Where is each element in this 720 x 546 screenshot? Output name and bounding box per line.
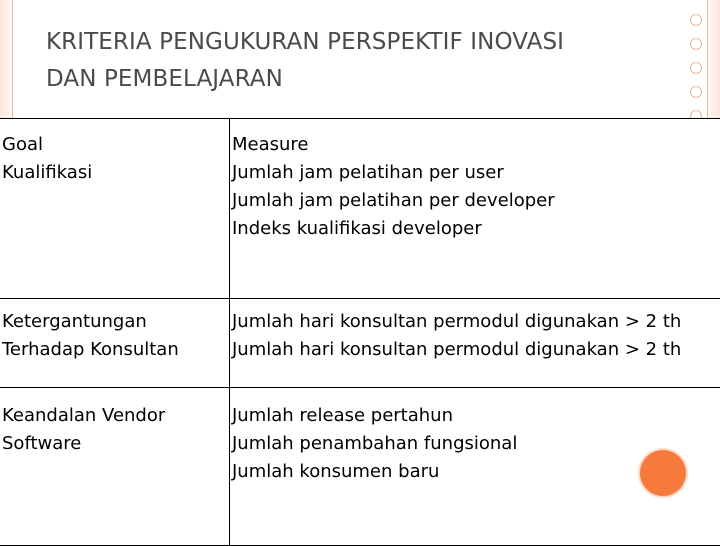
slide-title-line-1: KRITERIA PENGUKURAN PERSPEKTIF INOVASI xyxy=(46,24,656,61)
table-row xyxy=(0,119,720,299)
measure-header: Measure xyxy=(232,131,720,159)
goal-text: Ketergantungan xyxy=(2,308,229,336)
goal-text: Software xyxy=(2,430,229,458)
goal-text: Keandalan Vendor xyxy=(2,402,229,430)
orange-circle-decoration xyxy=(640,450,686,496)
goal-text: Kualifikasi xyxy=(2,159,229,187)
goal-cell xyxy=(0,119,230,299)
goal-header: Goal xyxy=(2,131,229,159)
criteria-table xyxy=(0,118,720,546)
decorative-dot-column xyxy=(688,14,702,134)
table-row xyxy=(0,299,720,388)
measure-text: Indeks kualifikasi developer xyxy=(232,215,720,243)
measure-text: Jumlah release pertahun xyxy=(232,402,720,430)
measure-text: Jumlah jam pelatihan per developer xyxy=(232,187,720,215)
measure-text: Jumlah penambahan fungsional xyxy=(232,430,720,458)
goal-cell xyxy=(0,299,230,388)
measure-text: Jumlah hari konsultan permodul digunakan > 2 th xyxy=(232,336,720,364)
measure-text: Jumlah jam pelatihan per user xyxy=(232,159,720,187)
slide-title xyxy=(46,24,656,98)
measure-text: Jumlah hari konsultan permodul digunakan > 2 th xyxy=(232,308,720,336)
decorative-dot xyxy=(690,38,702,50)
table-row xyxy=(0,388,720,546)
decorative-dot xyxy=(690,86,702,98)
measure-cell xyxy=(230,119,720,299)
decorative-dot xyxy=(690,14,702,26)
decorative-dot xyxy=(690,62,702,74)
goal-cell xyxy=(0,388,230,546)
goal-text: Terhadap Konsultan xyxy=(2,336,229,364)
slide-title-line-2: DAN PEMBELAJARAN xyxy=(46,61,656,98)
measure-text: Jumlah konsumen baru xyxy=(232,458,720,486)
measure-cell xyxy=(230,299,720,388)
